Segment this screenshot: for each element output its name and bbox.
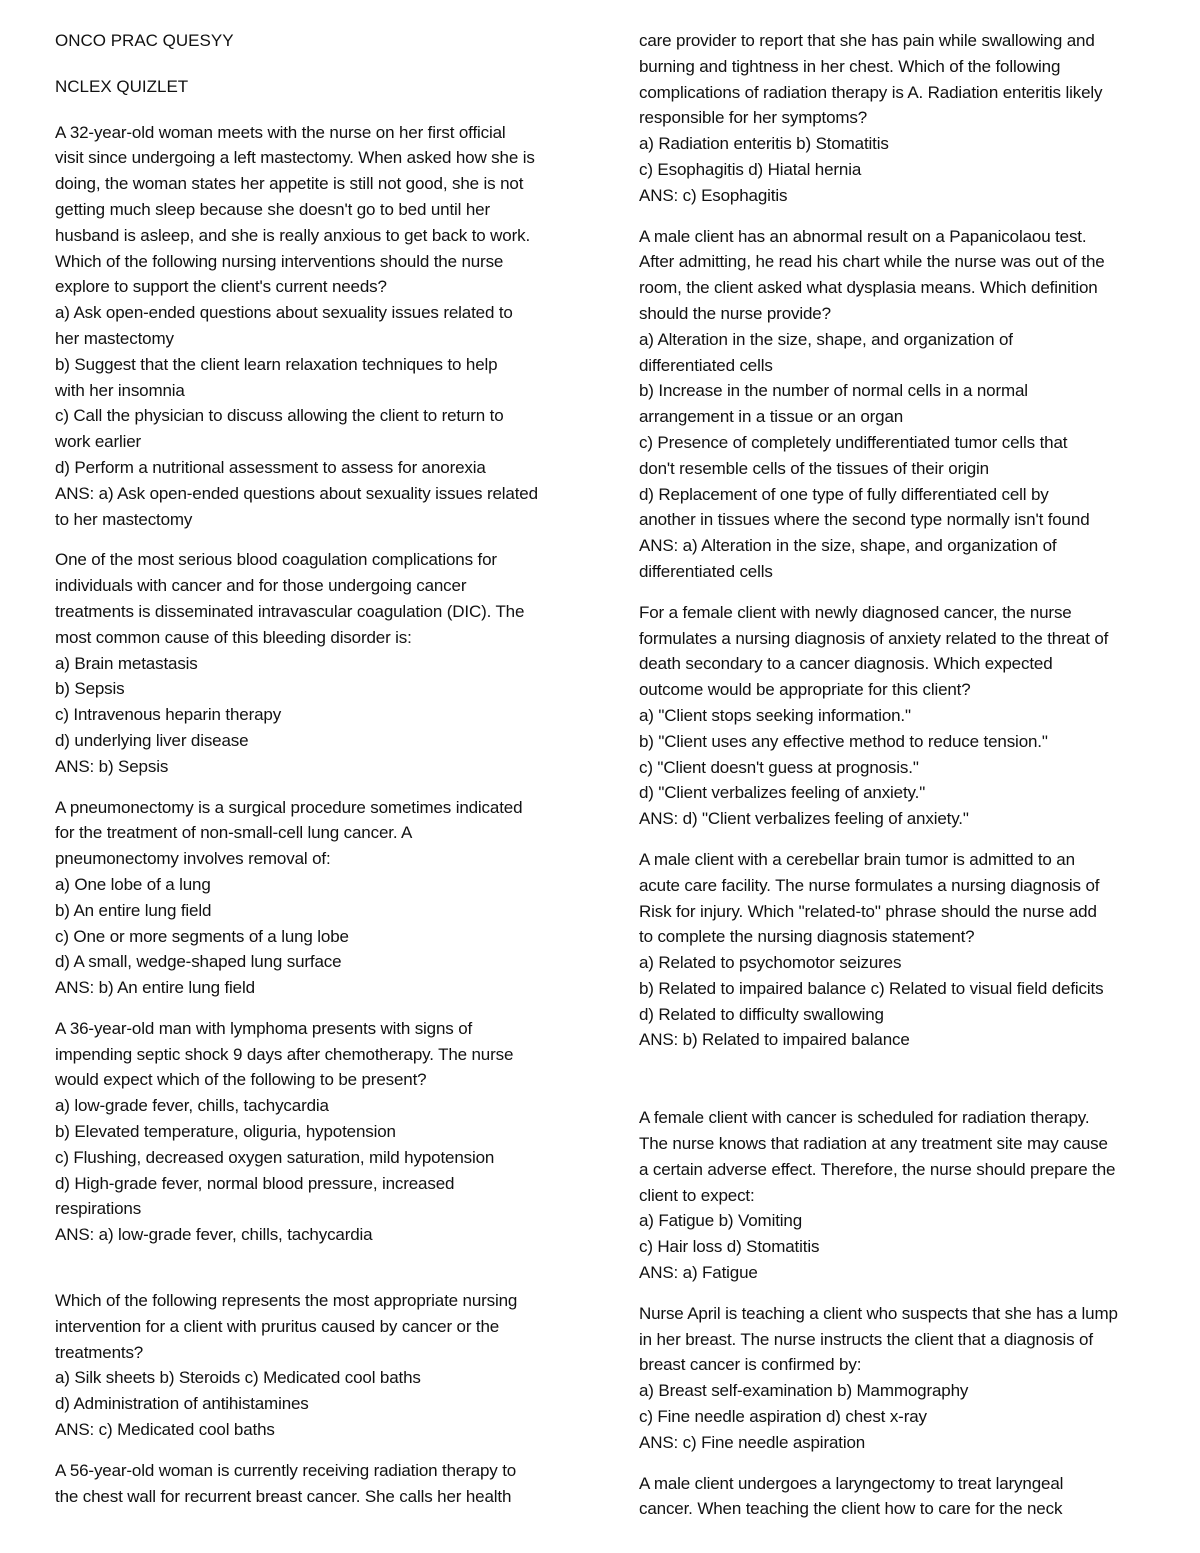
text-line: outcome would be appropriate for this client? (639, 680, 971, 700)
text-line: burning and tightness in her chest. Which of the following (639, 56, 1061, 76)
text-line: visit since undergoing a left mastectomy. When asked how she is (55, 148, 535, 168)
text-line: breast cancer is confirmed by: (639, 1355, 862, 1375)
text-line: arrangement in a tissue or an organ (639, 407, 904, 427)
text-line: d) High-grade fever, normal blood pressure, increased (55, 1173, 455, 1193)
text-line: ANS: a) low-grade fever, chills, tachycardia (55, 1225, 373, 1245)
text-line: husband is asleep, and she is really anxious to get back to work. (55, 225, 531, 245)
text-line: formulates a nursing diagnosis of anxiety related to the threat of (639, 628, 1109, 648)
text-line: c) Hair loss d) Stomatitis (639, 1237, 820, 1257)
text-line: cancer. When teaching the client how to care for the neck (639, 1499, 1063, 1519)
text-line: ANS: a) Alteration in the size, shape, and organization of (639, 536, 1057, 556)
text-line: c) Presence of completely undifferentiated tumor cells that (639, 432, 1068, 452)
text-line: d) Perform a nutritional assessment to assess for anorexia (55, 457, 486, 477)
text-line: c) Call the physician to discuss allowing the client to return to (55, 406, 504, 426)
text-line: don't resemble cells of the tissues of their origin (639, 458, 989, 478)
text-line: A 36-year-old man with lymphoma presents with signs of (55, 1018, 473, 1038)
text-line: impending septic shock 9 days after chemotherapy. The nurse (55, 1044, 514, 1064)
text-line: the chest wall for recurrent breast cancer. She calls her health (55, 1486, 512, 1506)
text-line: A male client undergoes a laryngectomy to treat laryngeal (639, 1473, 1064, 1493)
text-line: a certain adverse effect. Therefore, the nurse should prepare the (639, 1159, 1116, 1179)
text-line: b) "Client uses any effective method to reduce tension." (639, 731, 1048, 751)
text-line: ANS: d) "Client verbalizes feeling of anxiety." (639, 809, 969, 829)
text-line: room, the client asked what dysplasia means. Which definition (639, 278, 1098, 298)
text-line: explore to support the client's current needs? (55, 277, 387, 297)
question-block (55, 1288, 585, 1443)
text-line: differentiated cells (639, 561, 773, 581)
text-line: b) An entire lung field (55, 900, 212, 920)
text-line: a) Radiation enteritis b) Stomatitis (639, 134, 889, 154)
text-line: A male client with a cerebellar brain tumor is admitted to an (639, 849, 1075, 869)
text-line: d) Related to difficulty swallowing (639, 1004, 884, 1024)
right-column (639, 28, 1179, 1522)
text-line: client to expect: (639, 1185, 755, 1205)
text-line: another in tissues where the second type normally isn't found (639, 510, 1090, 530)
text-line: b) Increase in the number of normal cells in a normal (639, 381, 1028, 401)
text-line: responsible for her symptoms? (639, 108, 868, 128)
left-column (55, 28, 585, 1509)
question-block (55, 1016, 585, 1248)
text-line: getting much sleep because she doesn't go to bed until her (55, 199, 490, 219)
text-line: work earlier (55, 432, 142, 452)
text-line: c) One or more segments of a lung lobe (55, 926, 349, 946)
text-line: acute care facility. The nurse formulates a nursing diagnosis of (639, 875, 1100, 895)
text-line: ANS: c) Esophagitis (639, 185, 788, 205)
text-line: A female client with cancer is scheduled for radiation therapy. (639, 1108, 1090, 1128)
text-line: a) Silk sheets b) Steroids c) Medicated cool baths (55, 1368, 421, 1388)
text-line: ANS: c) Fine needle aspiration (639, 1432, 866, 1452)
question-block (639, 1301, 1179, 1456)
text-line: ANS: b) Related to impaired balance (639, 1030, 910, 1050)
text-line: treatments is disseminated intravascular coagulation (DIC). The (55, 601, 525, 621)
document-title: ONCO PRAC QUESYY (55, 31, 234, 50)
text-line: After admitting, he read his chart while the nurse was out of the (639, 252, 1105, 272)
text-line: d) A small, wedge-shaped lung surface (55, 952, 342, 972)
text-line: b) Sepsis (55, 679, 125, 699)
question-block (639, 1471, 1179, 1523)
text-line: a) low-grade fever, chills, tachycardia (55, 1096, 329, 1116)
text-line: ANS: a) Fatigue (639, 1263, 758, 1283)
text-line: with her insomnia (55, 380, 185, 400)
document-subtitle: NCLEX QUIZLET (55, 76, 189, 96)
text-line: doing, the woman states her appetite is still not good, she is not (55, 174, 524, 194)
text-line: her mastectomy (55, 328, 174, 348)
text-line: a) Ask open-ended questions about sexuality issues related to (55, 303, 513, 323)
text-line: d) underlying liver disease (55, 730, 249, 750)
text-line: in her breast. The nurse instructs the client that a diagnosis of (639, 1329, 1093, 1349)
text-line: individuals with cancer and for those undergoing cancer (55, 576, 467, 596)
question-block (639, 1105, 1179, 1286)
text-line: Which of the following nursing interventions should the nurse (55, 251, 504, 271)
text-line: ANS: c) Medicated cool baths (55, 1420, 275, 1440)
text-line: should the nurse provide? (639, 303, 831, 323)
text-line: The nurse knows that radiation at any treatment site may cause (639, 1134, 1108, 1154)
text-line: c) Esophagitis d) Hiatal hernia (639, 159, 862, 179)
text-line: c) Intravenous heparin therapy (55, 705, 282, 725)
question-block (639, 847, 1179, 1053)
text-line: A 56-year-old woman is currently receiving radiation therapy to (55, 1460, 517, 1480)
text-line: b) Suggest that the client learn relaxation techniques to help (55, 354, 498, 374)
text-line: Risk for injury. Which "related-to" phrase should the nurse add (639, 901, 1097, 921)
text-line: A pneumonectomy is a surgical procedure sometimes indicated (55, 797, 523, 817)
text-line: c) Flushing, decreased oxygen saturation, mild hypotension (55, 1147, 495, 1167)
text-line: a) Breast self-examination b) Mammography (639, 1381, 969, 1401)
text-line: to her mastectomy (55, 509, 193, 529)
text-line: d) "Client verbalizes feeling of anxiety." (639, 783, 926, 803)
text-line: pneumonectomy involves removal of: (55, 849, 331, 869)
question-block (639, 28, 1179, 209)
text-line: b) Elevated temperature, oliguria, hypotension (55, 1122, 396, 1142)
text-line: a) Related to psychomotor seizures (639, 953, 902, 973)
text-line: death secondary to a cancer diagnosis. Which expected (639, 654, 1053, 674)
text-line: c) Fine needle aspiration d) chest x-ray (639, 1407, 927, 1427)
question-block (55, 120, 585, 533)
text-line: a) One lobe of a lung (55, 874, 211, 894)
text-line: For a female client with newly diagnosed cancer, the nurse (639, 602, 1072, 622)
text-line: a) Brain metastasis (55, 653, 198, 673)
text-line: c) "Client doesn't guess at prognosis." (639, 757, 919, 777)
text-line: a) Alteration in the size, shape, and organization of (639, 329, 1013, 349)
text-line: for the treatment of non-small-cell lung cancer. A (55, 823, 413, 843)
text-line: respirations (55, 1199, 142, 1219)
question-block (639, 600, 1179, 832)
text-line: care provider to report that she has pain while swallowing and (639, 31, 1095, 50)
text-line: A male client has an abnormal result on a Papanicolaou test. (639, 226, 1087, 246)
text-line: to complete the nursing diagnosis statement? (639, 927, 975, 947)
text-line: Nurse April is teaching a client who suspects that she has a lump (639, 1303, 1118, 1323)
text-line: complications of radiation therapy is A. Radiation enteritis likely (639, 82, 1103, 102)
text-line: b) Related to impaired balance c) Related to visual field deficits (639, 978, 1104, 998)
question-block (639, 224, 1179, 585)
text-line: treatments? (55, 1342, 144, 1362)
text-line: ANS: a) Ask open-ended questions about sexuality issues related (55, 483, 538, 503)
text-line: d) Replacement of one type of fully differentiated cell by (639, 484, 1049, 504)
text-line: One of the most serious blood coagulation complications for (55, 550, 497, 570)
text-line: a) "Client stops seeking information." (639, 705, 911, 725)
text-line: would expect which of the following to be present? (55, 1070, 427, 1090)
text-line: Which of the following represents the most appropriate nursing (55, 1291, 518, 1311)
text-line: most common cause of this bleeding disorder is: (55, 627, 412, 647)
text-line: ANS: b) An entire lung field (55, 978, 255, 998)
text-line: intervention for a client with pruritus caused by cancer or the (55, 1316, 500, 1336)
text-line: differentiated cells (639, 355, 773, 375)
left-questions (55, 120, 585, 1510)
question-block (55, 795, 585, 1001)
text-line: ANS: b) Sepsis (55, 756, 169, 776)
text-line: A 32-year-old woman meets with the nurse on her first official (55, 122, 506, 142)
question-block (55, 547, 585, 779)
right-questions (639, 28, 1179, 1522)
text-line: a) Fatigue b) Vomiting (639, 1211, 803, 1231)
question-block (55, 1458, 585, 1510)
text-line: d) Administration of antihistamines (55, 1394, 309, 1414)
